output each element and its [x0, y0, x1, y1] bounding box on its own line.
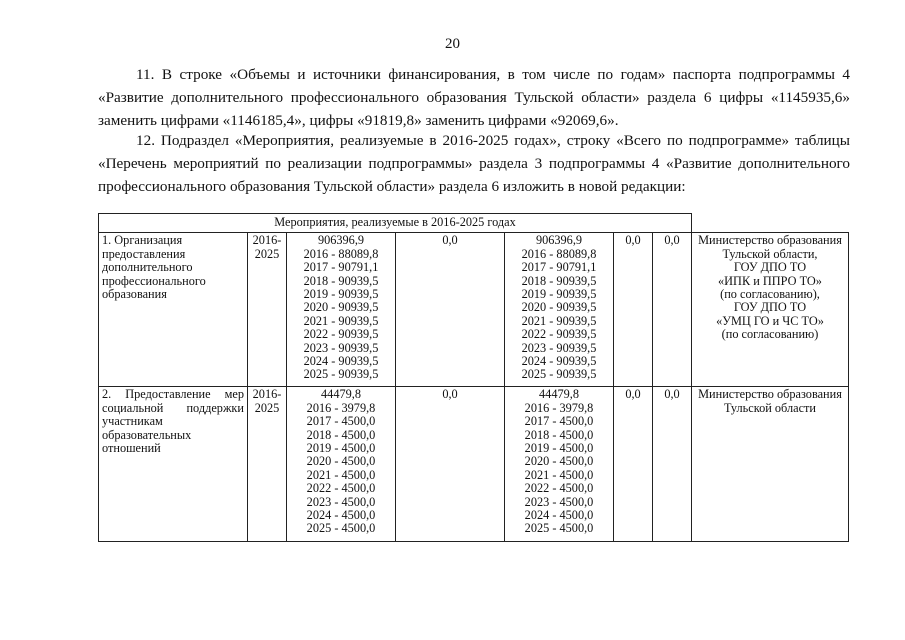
amount-line: 2019 - 4500,0 [524, 441, 594, 456]
amount-line: 2021 - 90939,5 [521, 313, 597, 328]
amount-line: 2020 - 90939,5 [521, 300, 597, 315]
amount-line: 2020 - 90939,5 [303, 300, 379, 315]
responsible-line: Министерство образования Тульской области, [698, 233, 842, 261]
amount-line: 2018 - 4500,0 [306, 427, 376, 442]
amount-line: 2022 - 90939,5 [521, 327, 597, 342]
amount-line: 2022 - 4500,0 [524, 481, 594, 496]
responsible-line: Министерство образования Тульской области [698, 387, 842, 415]
measures-table [98, 213, 849, 542]
paragraph-12-text: 12. Подраздел «Мероприятия, реализуемые в 2016-2025 годах», строку «Всего по подпрограмме» таблицы «Перечень мероприятий по реализации подпрограммы» раздела 3 подпрограммы 4 «Развитие дополнительного профессионального образования Тульской области» раздела 6 изложить в новой редакции: [98, 132, 850, 195]
amount-line: 2020 - 4500,0 [306, 454, 376, 469]
amount-line: 2024 - 90939,5 [521, 354, 597, 369]
funding-total [287, 233, 396, 387]
table-header: Мероприятия, реализуемые в 2016-2025 годах [99, 214, 692, 233]
amount-line: 2021 - 90939,5 [303, 313, 379, 328]
funding-regional [505, 233, 614, 387]
amount-line: 2017 - 4500,0 [306, 414, 376, 429]
funding-other: 0,0 [653, 233, 692, 387]
funding-local: 0,0 [614, 233, 653, 387]
funding-local: 0,0 [614, 387, 653, 542]
responsible-line: «ИПК и ППРО ТО» [718, 273, 822, 288]
amount-line: 906396,9 [535, 233, 583, 248]
responsible-line: «УМЦ ГО и ЧС ТО» [716, 313, 824, 328]
amount-line: 2022 - 4500,0 [306, 481, 376, 496]
paragraph-12 [98, 129, 850, 198]
amount-line: 2024 - 4500,0 [306, 508, 376, 523]
amount-line: 2017 - 4500,0 [524, 414, 594, 429]
amount-line: 906396,9 [317, 233, 365, 248]
measure-name: 2. Предоставление мер социальной поддержки участникам образовательных отношений [99, 387, 248, 542]
responsible-line: ГОУ ДПО ТО [733, 300, 807, 315]
amount-line: 2024 - 90939,5 [303, 354, 379, 369]
amount-line: 2022 - 90939,5 [303, 327, 379, 342]
responsible-executors [692, 233, 849, 387]
amount-line: 2016 - 3979,8 [306, 400, 376, 415]
page-number: 20 [445, 36, 460, 52]
amount-line: 2016 - 88089,8 [303, 246, 379, 261]
measure-years: 2016-2025 [248, 387, 287, 542]
amount-line: 2016 - 3979,8 [524, 400, 594, 415]
amount-line: 2023 - 4500,0 [306, 494, 376, 509]
amount-line: 2018 - 90939,5 [303, 273, 379, 288]
amount-line: 2021 - 4500,0 [524, 467, 594, 482]
amount-line: 44479,8 [539, 387, 579, 402]
responsible-executors [692, 387, 849, 542]
funding-federal: 0,0 [396, 233, 505, 387]
amount-line: 2025 - 4500,0 [306, 521, 376, 536]
funding-other: 0,0 [653, 387, 692, 542]
responsible-line: (по согласованию) [721, 327, 819, 342]
amount-line: 2023 - 90939,5 [303, 340, 379, 355]
amount-line: 2017 - 90791,1 [521, 260, 597, 275]
amount-line: 2025 - 90939,5 [303, 367, 379, 382]
amount-line: 2025 - 90939,5 [521, 367, 597, 382]
amount-line: 2019 - 4500,0 [306, 441, 376, 456]
table-row [99, 233, 849, 387]
amount-line: 2023 - 90939,5 [521, 340, 597, 355]
amount-line: 2025 - 4500,0 [524, 521, 594, 536]
funding-total [287, 387, 396, 542]
responsible-line: (по согласованию), [720, 287, 820, 302]
table-header-row [99, 214, 849, 233]
amount-line: 2021 - 4500,0 [306, 467, 376, 482]
amount-line: 2019 - 90939,5 [521, 287, 597, 302]
amount-line: 2019 - 90939,5 [303, 287, 379, 302]
funding-federal: 0,0 [396, 387, 505, 542]
measure-name: 1. Организация предоставления дополнительного профессионального образования [99, 233, 248, 387]
measure-years: 2016-2025 [248, 233, 287, 387]
paragraph-11-text: 11. В строке «Объемы и источники финансирования, в том числе по годам» паспорта подпрограммы 4 «Развитие дополнительного профессионального образования Тульской области» раздела 6 цифры «1145935,6» заменить цифрами «1146185,4», цифры «91819,8» заменить цифрами «92069,6». [98, 66, 850, 129]
amount-line: 2018 - 90939,5 [521, 273, 597, 288]
amount-line: 2020 - 4500,0 [524, 454, 594, 469]
responsible-line: ГОУ ДПО ТО [733, 260, 807, 275]
table-row [99, 387, 849, 542]
amount-line: 2023 - 4500,0 [524, 494, 594, 509]
amount-line: 2017 - 90791,1 [303, 260, 379, 275]
amount-line: 2018 - 4500,0 [524, 427, 594, 442]
amount-line: 44479,8 [321, 387, 361, 402]
amount-line: 2024 - 4500,0 [524, 508, 594, 523]
paragraph-11 [98, 63, 850, 132]
amount-line: 2016 - 88089,8 [521, 246, 597, 261]
funding-regional [505, 387, 614, 542]
